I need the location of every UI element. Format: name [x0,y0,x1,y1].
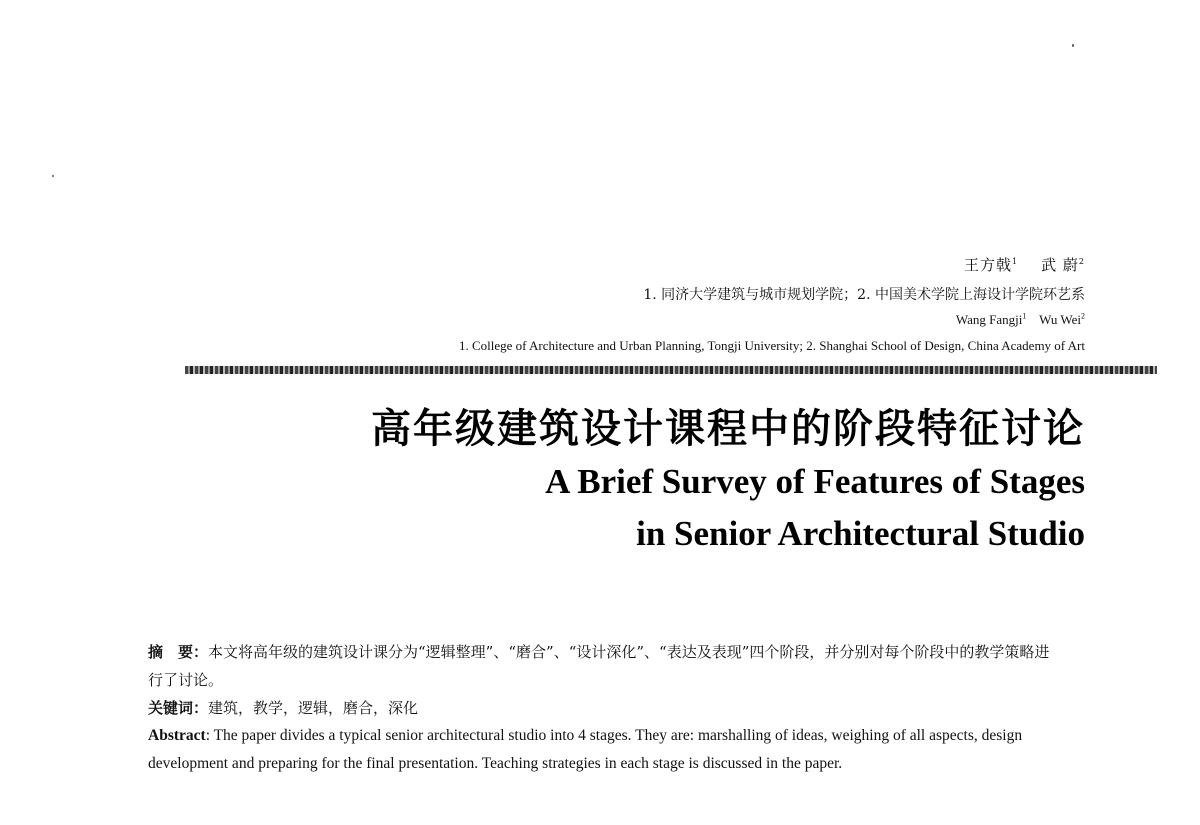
authors-en [956,312,1085,328]
author-2-cn-superscript: 2 [1078,257,1085,266]
keywords-cn-text: 建筑，教学，逻辑，磨合，深化 [208,699,419,717]
abstract-cn-text: 本文将高年级的建筑设计课分为“逻辑整理”、“磨合”、“设计深化”、“表达及表现”四个阶段，并分别对每个阶段中的教学策略进行了讨论。 [148,643,1050,689]
author-2-en: Wu Wei [1039,312,1081,327]
title-en [545,456,1085,560]
abstract-cn-label: 摘 要： [148,643,209,661]
header-divider-rule [185,366,1157,374]
affiliations-cn: 1. 同济大学建筑与城市规划学院；2. 中国美术学院上海设计学院环艺系 [643,287,1085,303]
abstract-en-label: Abstract [148,727,206,744]
abstract-cn [148,638,1053,694]
scan-speck [1072,44,1074,47]
authors-cn [964,254,1085,275]
author-1-cn: 王方戟 [963,256,1012,274]
title-cn: 高年级建筑设计课程中的阶段特征讨论 [371,406,1085,452]
title-en-line-1: A Brief Survey of Features of Stages [545,462,1085,501]
affiliations-en: 1. College of Architecture and Urban Planning, Tongji University; 2. Shanghai School of Design, China Academy of Art [459,338,1085,353]
title-en-line-2: in Senior Architectural Studio [636,514,1085,553]
author-1-cn-superscript: 1 [1011,257,1019,266]
abstract-en [148,722,1053,778]
scan-speck [52,175,54,177]
keywords-cn [148,694,1053,722]
abstract-section [148,638,1053,778]
author-1-en-superscript: 1 [1022,311,1027,321]
author-2-en-superscript: 2 [1081,311,1085,321]
author-1-en: Wang Fangji [955,312,1023,327]
author-2-cn: 武 蔚 [1041,256,1079,274]
keywords-cn-label: 关键词： [148,699,209,717]
abstract-en-text: : The paper divides a typical senior architectural studio into 4 stages. They are: marshalling of ideas, weighing of all aspects, design development and preparing for the final presentation. Teaching strategies in each stage is discussed in the paper. [148,727,1023,772]
